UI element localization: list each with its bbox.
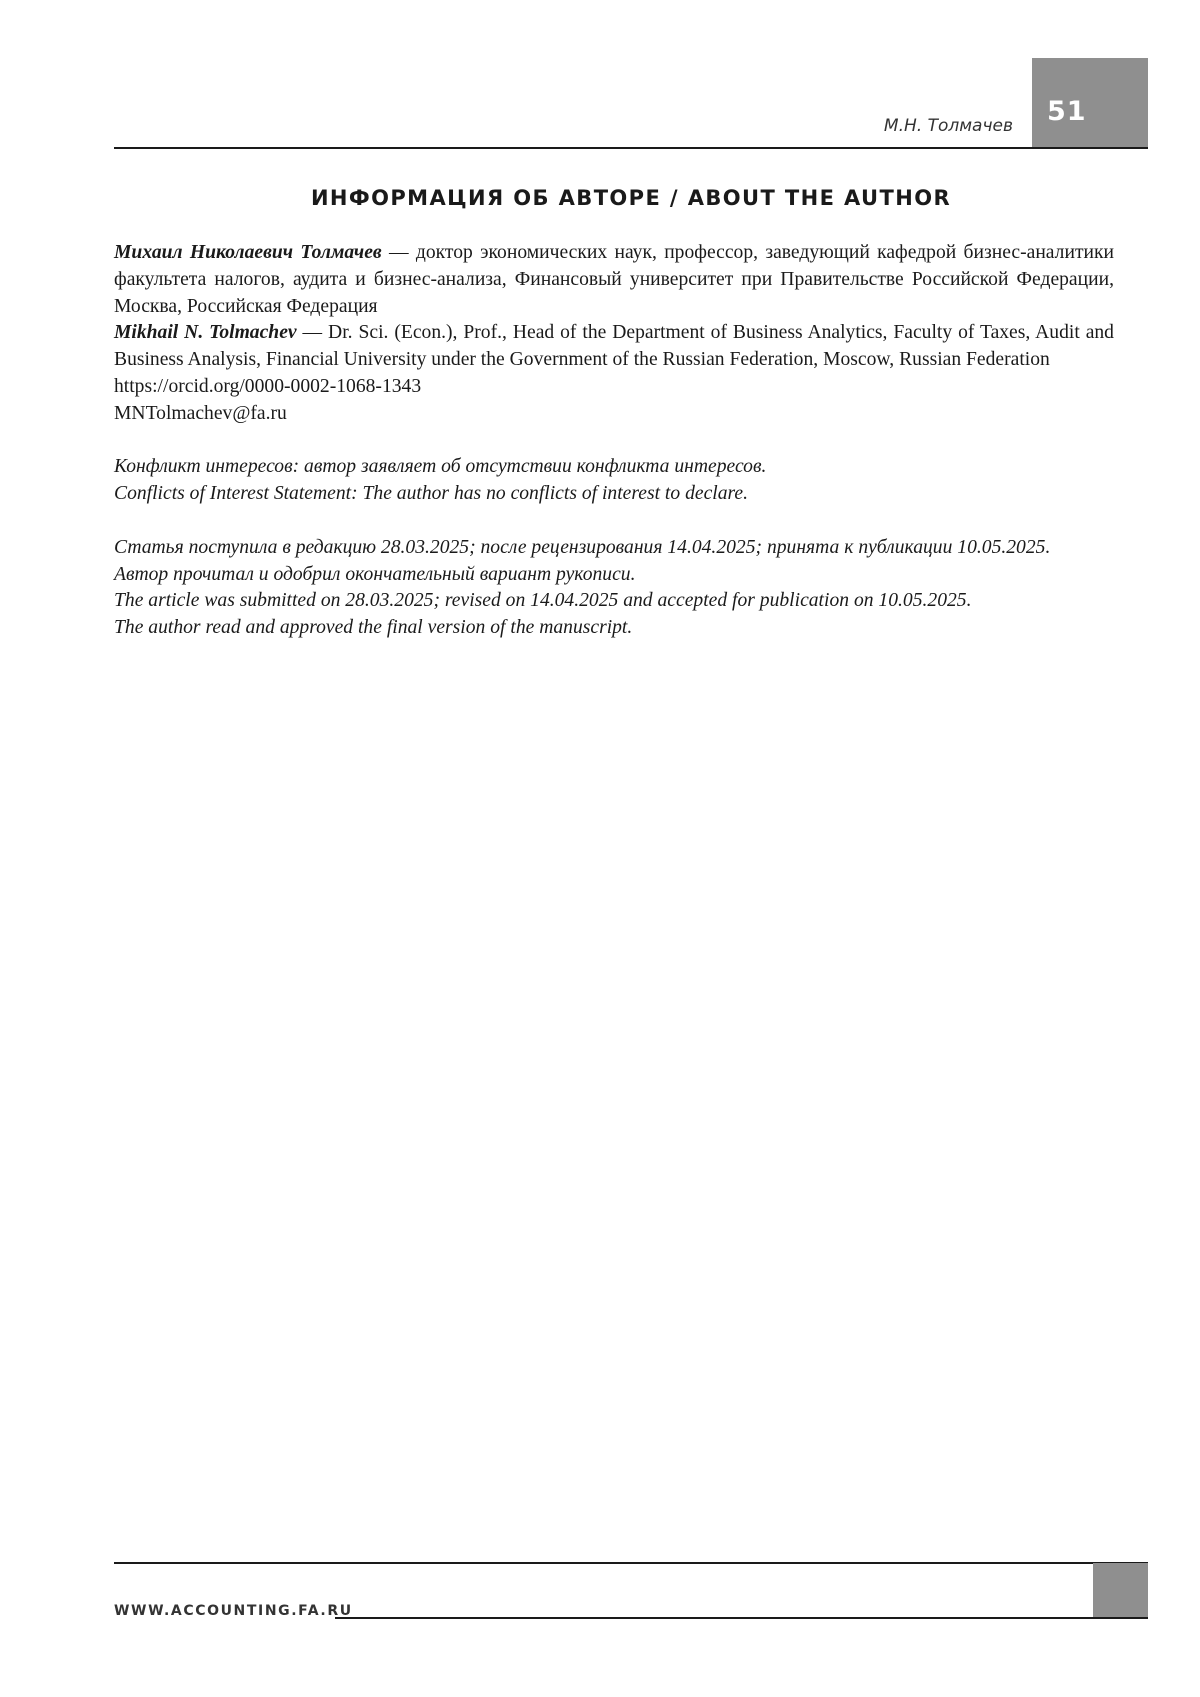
spacer xyxy=(114,428,1114,455)
approval-statement-en: The author read and approved the final version of the manuscript. xyxy=(114,617,633,639)
page-number: 51 xyxy=(1047,96,1087,127)
header-rule xyxy=(114,147,1148,149)
conflict-statement-en: Conflicts of Interest Statement: The author has no conflicts of interest to declare. xyxy=(114,483,748,505)
author-description-en: — Dr. Sci. (Econ.), Prof., Head of the Department of Business Analytics, Faculty of Taxes, Audit and Business Analysis, Financial University under the Government of the Russian Federation, Moscow, Russian Federation xyxy=(114,322,1114,371)
footer-rule-bottom xyxy=(335,1617,1148,1619)
author-name-en: Mikhail N. Tolmachev xyxy=(114,322,297,344)
author-bio-ru xyxy=(114,240,1114,320)
footer-box xyxy=(1093,1563,1148,1618)
running-head-author: М.Н. Толмачев xyxy=(883,116,1013,136)
author-info-block xyxy=(114,240,1114,642)
article-history-ru: Статья поступила в редакцию 28.03.2025; после рецензирования 14.04.2025; принята к публикации 10.05.2025. xyxy=(114,536,1051,558)
author-name-ru: Михаил Николаевич Толмачев xyxy=(114,242,382,263)
section-title: ИНФОРМАЦИЯ ОБ АВТОРЕ / ABOUT THE AUTHOR xyxy=(310,186,952,210)
article-history-en: The article was submitted on 28.03.2025; revised on 14.04.2025 and accepted for publication on 10.05.2025. xyxy=(114,590,972,612)
orcid-link[interactable]: https://orcid.org/0000-0002-1068-1343 xyxy=(114,375,422,397)
author-bio-en xyxy=(114,320,1114,374)
footer-website-link[interactable]: WWW.ACCOUNTING.FA.RU xyxy=(114,1603,353,1619)
author-description-ru: — доктор экономических наук, профессор, заведующий кафедрой бизнес-аналитики факультета налогов, аудита и бизнес-анализа, Финансовый университет при Правительстве Российской Федерации, Москва, Российская Федерация xyxy=(114,242,1114,317)
author-email[interactable]: MNTolmachev@fa.ru xyxy=(114,402,287,424)
conflict-statement-ru: Конфликт интересов: автор заявляет об отсутствии конфликта интересов. xyxy=(114,456,767,478)
approval-statement-ru: Автор прочитал и одобрил окончательный вариант рукописи. xyxy=(114,563,636,585)
footer-rule-top xyxy=(114,1562,1148,1564)
spacer xyxy=(114,508,1114,535)
